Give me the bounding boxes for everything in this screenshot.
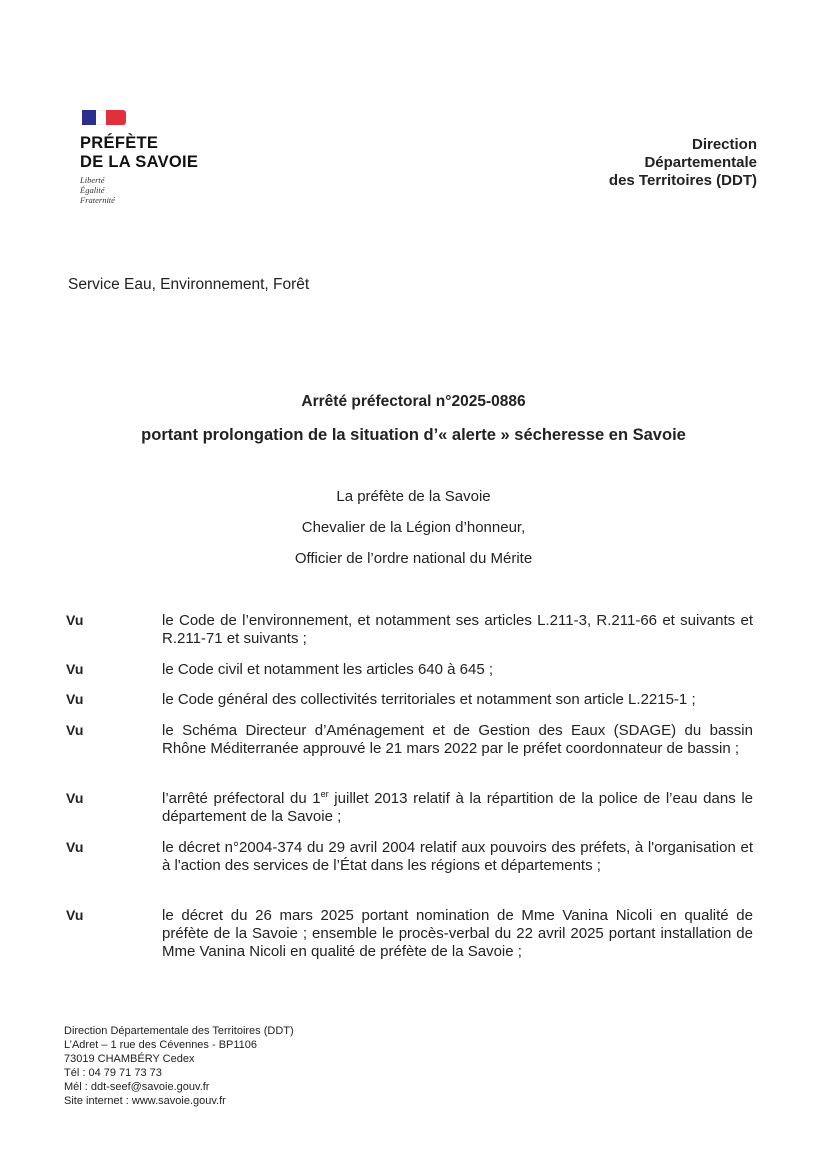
prefet-honor-1: Chevalier de la Légion d’honneur, <box>301 519 526 536</box>
logo-name <box>80 134 220 172</box>
consideration-text-part: l’arrêté préfectoral du 1 <box>162 790 321 807</box>
vu-label: Vu <box>66 661 84 677</box>
vu-label: Vu <box>66 839 84 855</box>
superscript: er <box>320 789 329 799</box>
motto-egalite: Égalité <box>80 185 105 195</box>
logo-line-2: DE LA SAVOIE <box>80 153 199 171</box>
prefecture-logo <box>80 110 220 205</box>
consideration-text: le Code civil et notamment les articles 640 à 645 ; <box>162 661 494 678</box>
prefet-honor-2: Officier de l’ordre national du Mérite <box>294 550 533 567</box>
footer-website: Site internet : www.savoie.gouv.fr <box>64 1095 226 1107</box>
direction-line-3: des Territoires (DDT) <box>608 172 757 189</box>
consideration-text: le décret du 26 mars 2025 portant nomination de Mme Vanina Nicoli en qualité de préfète de la Savoie ; ensemble le procès-verbal du 22 avril 2025 portant installation de Mme Vanina Nicoli en qualité de préfète de la Savoie ; <box>162 907 753 960</box>
consideration-text: le Code de l’environnement, et notamment ses articles L.211-3, R.211-66 et suivants et R.211-71 et suivants ; <box>162 612 753 647</box>
motto-fraternite: Fraternité <box>80 195 115 205</box>
vu-label: Vu <box>66 722 84 738</box>
issuing-direction <box>609 136 757 190</box>
footer-line: 73019 CHAMBÉRY Cedex <box>64 1053 195 1065</box>
consideration-text: le Code général des collectivités territoriales et notamment son article L.2215-1 ; <box>162 691 696 708</box>
vu-label: Vu <box>66 691 84 707</box>
footer-email: Mél : ddt-seef@savoie.gouv.fr <box>64 1081 210 1093</box>
direction-line-2: Départementale <box>644 154 757 171</box>
service-name: Service Eau, Environnement, Forêt <box>68 276 310 293</box>
motto-liberte: Liberté <box>80 175 105 185</box>
footer-line: L’Adret – 1 rue des Cévennes - BP1106 <box>64 1039 258 1051</box>
decree-number: Arrêté préfectoral n°2025-0886 <box>301 393 526 410</box>
vu-label: Vu <box>66 790 84 806</box>
direction-line-1: Direction <box>691 136 757 153</box>
logo-line-1: PRÉFÈTE <box>80 134 159 152</box>
consideration-text-part: juillet 2013 relatif à la répartition de la police de l’eau dans le département de la Savoie ; <box>162 790 753 825</box>
footer-line: Direction Départementale des Territoires (DDT) <box>64 1025 294 1037</box>
footer-phone: Tél : 04 79 71 73 73 <box>64 1067 162 1079</box>
vu-label: Vu <box>66 907 84 923</box>
footer-address <box>64 1024 294 1108</box>
vu-label: Vu <box>66 612 84 628</box>
marianne-flag-icon <box>82 110 126 125</box>
republic-motto <box>80 175 220 205</box>
consideration-text: le Schéma Directeur d’Aménagement et de Gestion des Eaux (SDAGE) du bassin Rhône Méditerranée approuvé le 21 mars 2022 par le préfet coordonnateur de bassin ; <box>162 722 753 757</box>
decree-subject: portant prolongation de la situation d’« alerte » sécheresse en Savoie <box>141 426 686 444</box>
consideration-text: le décret n°2004-374 du 29 avril 2004 relatif aux pouvoirs des préfets, à l'organisation et à l'action des services de l’État dans les régions et départements ; <box>162 839 753 874</box>
consideration-text <box>162 790 753 826</box>
prefet-title: La préfète de la Savoie <box>336 488 491 505</box>
